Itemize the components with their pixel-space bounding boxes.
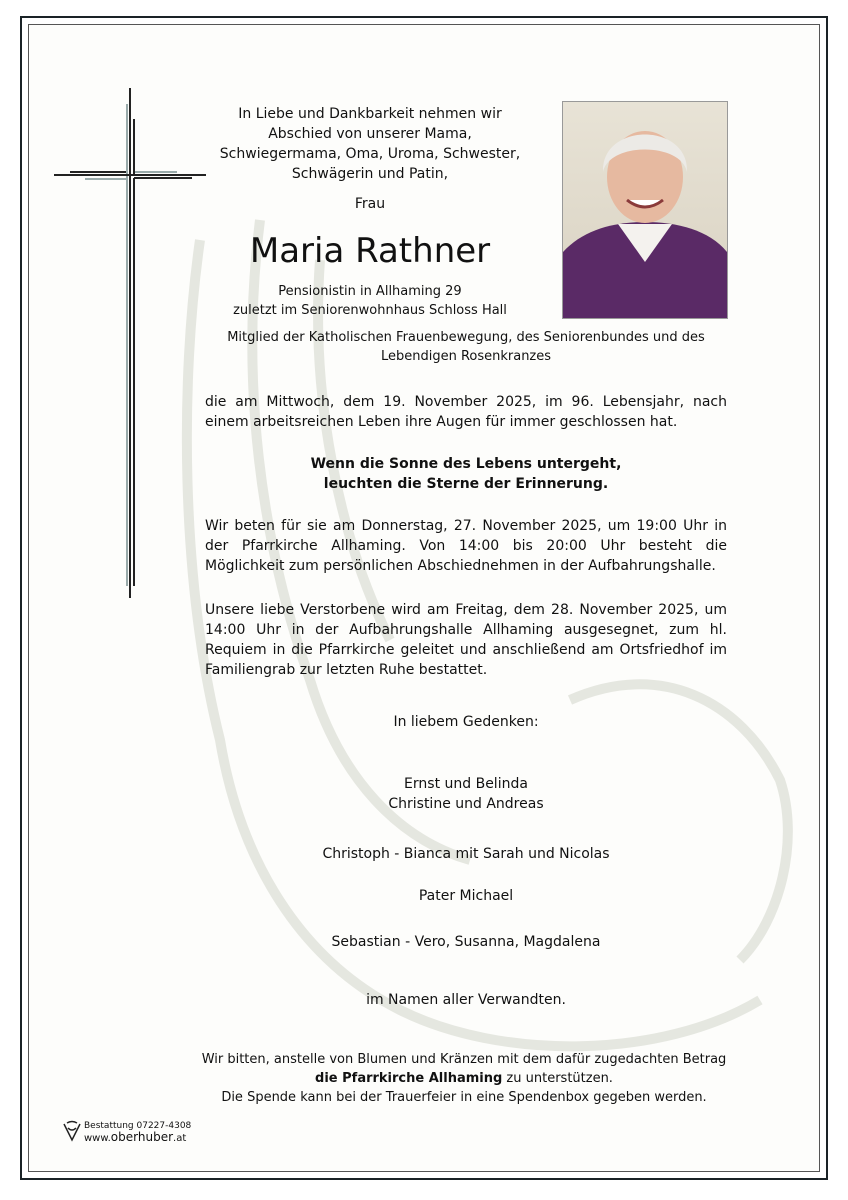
subtitle-line: Pensionistin in Allhaming 29 bbox=[278, 284, 462, 299]
membership-line: Lebendigen Rosenkranzes bbox=[380, 349, 552, 364]
death-announcement: die am Mittwoch, dem 19. November 2025, im 96. Lebensjahr, nach einem arbeitsreichen Leben ihre Augen für immer geschlossen hat. bbox=[205, 394, 727, 430]
undertaker-emblem-icon bbox=[62, 1120, 82, 1142]
donation-suffix: zu unterstützen. bbox=[502, 1071, 613, 1086]
mourners-1 bbox=[205, 774, 727, 814]
donation-line: Die Spende kann bei der Trauerfeier in eine Spendenbox gegeben werden. bbox=[221, 1090, 707, 1105]
web-name: oberhuber bbox=[110, 1130, 174, 1144]
funeral-text: Unsere liebe Verstorbene wird am Freitag, dem 28. November 2025, um 14:00 Uhr in der Aufbahrungshalle Allhaming ausgesegnet, zum hl. Requiem in die Pfarrkirche geleitet und anschließend am Ortsfriedhof im Familiengrab zur letzten Ruhe bestattet. bbox=[205, 602, 727, 678]
deceased-name: Maria Rathner bbox=[249, 231, 491, 271]
mourner: Sebastian - Vero, Susanna, Magdalena bbox=[331, 934, 601, 950]
mourner: Pater Michael bbox=[418, 888, 514, 904]
subtitle-line: zuletzt im Seniorenwohnhaus Schloss Hall bbox=[233, 303, 507, 318]
deceased-photo bbox=[562, 101, 728, 319]
membership-line: Mitglied der Katholischen Frauenbewegung, des Seniorenbundes und des bbox=[227, 330, 705, 345]
intro-line: Schwiegermama, Oma, Uroma, Schwester, bbox=[219, 146, 521, 162]
mourner: Ernst und Belinda bbox=[404, 776, 528, 792]
web-prefix: www. bbox=[84, 1133, 111, 1144]
intro-line: In Liebe und Dankbarkeit nehmen wir bbox=[238, 106, 502, 122]
undertaker-phone: 07227-4308 bbox=[136, 1121, 192, 1131]
quote bbox=[205, 454, 727, 494]
web-tld: .at bbox=[173, 1133, 187, 1144]
deceased-subtitle bbox=[200, 282, 540, 320]
donation-recipient: die Pfarrkirche Allhaming bbox=[315, 1071, 503, 1086]
intro-line: Abschied von unserer Mama, bbox=[268, 126, 472, 142]
donation-line bbox=[150, 1069, 778, 1088]
donation-line: Wir bitten, anstelle von Blumen und Kränzen mit dem dafür zugedachten Betrag bbox=[201, 1052, 727, 1067]
closing-text: im Namen aller Verwandten. bbox=[366, 992, 566, 1008]
undertaker-website[interactable] bbox=[84, 1131, 186, 1145]
mourner: Christine und Andreas bbox=[388, 796, 544, 812]
salutation: Frau bbox=[354, 196, 386, 212]
quote-line: Wenn die Sonne des Lebens untergeht, bbox=[310, 456, 622, 472]
undertaker-label: Bestattung bbox=[84, 1121, 134, 1131]
donation-text bbox=[150, 1050, 778, 1107]
prayer-text: Wir beten für sie am Donnerstag, 27. November 2025, um 19:00 Uhr in der Pfarrkirche Allhaming. Von 14:00 bis 20:00 Uhr besteht die Möglichkeit zum persönlichen Abschiednehmen in der Aufbahrungshalle. bbox=[205, 518, 727, 574]
mourner: Christoph - Bianca mit Sarah und Nicolas bbox=[322, 846, 610, 862]
quote-line: leuchten die Sterne der Erinnerung. bbox=[323, 476, 609, 492]
memory-heading: In liebem Gedenken: bbox=[393, 714, 539, 730]
membership-text bbox=[205, 328, 727, 366]
intro-text bbox=[200, 104, 540, 184]
intro-line: Schwägerin und Patin, bbox=[291, 166, 449, 182]
